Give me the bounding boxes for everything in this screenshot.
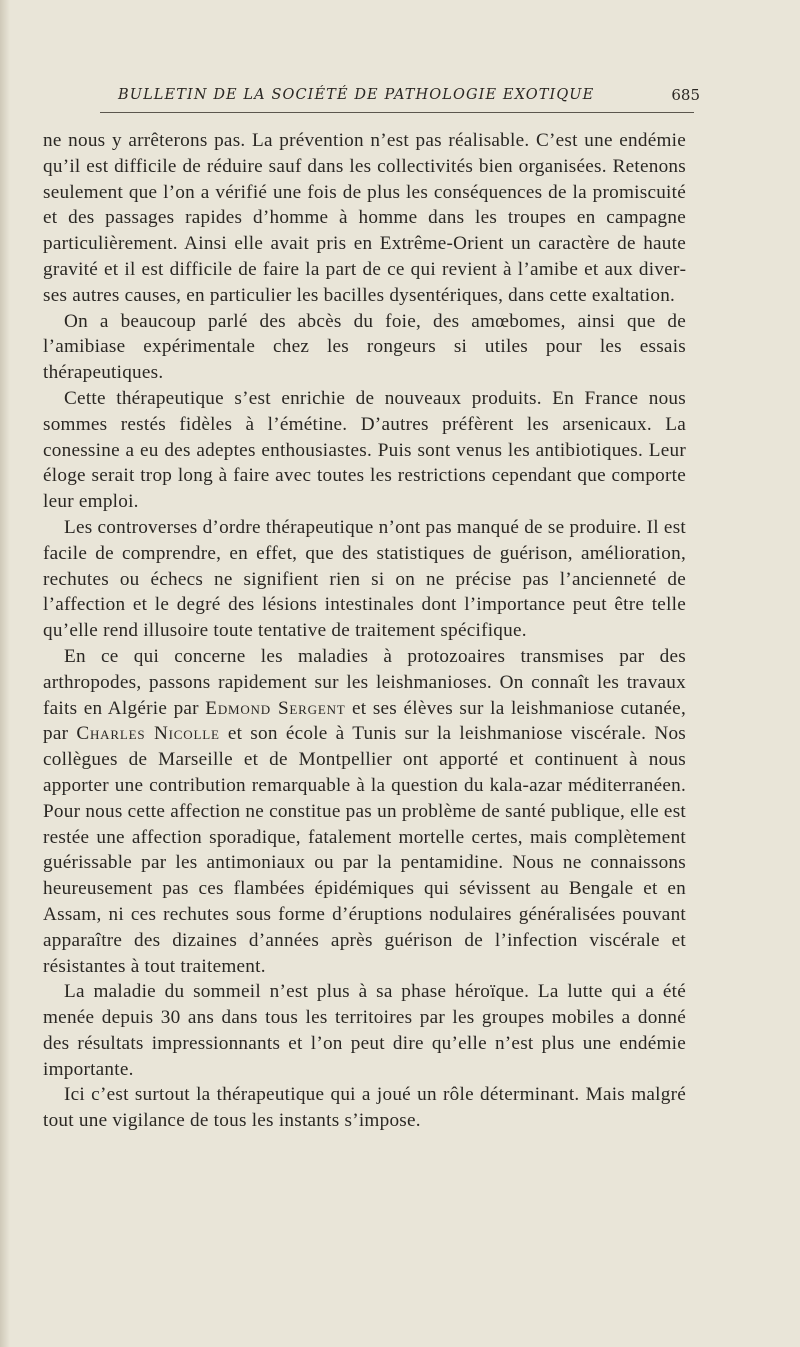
article-body xyxy=(43,128,686,1134)
page-number: 685 xyxy=(671,86,700,104)
author-name-sergent: Edmond Sergent xyxy=(205,697,346,719)
spine-shadow xyxy=(0,0,10,1347)
paragraph-5-text-b: et ses élèves sur la leishmaniose cutanée, par xyxy=(43,697,686,745)
running-title: BULLETIN DE LA SOCIÉTÉ DE PATHOLOGIE EXOTIQUE xyxy=(118,87,595,103)
header-rule xyxy=(100,112,694,113)
paragraph-5-text-c: et son école à Tunis sur la leishmaniose viscérale. Nos collègues de Marseille et de Montpellier ont apporté et continuent à nous apporter une contribution remarquable à la question du kala-azar méditerranéen. Pour nous cette affection ne constitue pas un problème de santé publique, elle est restée une affection sporadique, fatalement mortelle certes, mais complètement guérissable par les antimoniaux ou par la pentamidine. Nous ne connaissons heureusement pas ces flambées épidémiques qui sévissent au Bengale et en Assam, ni ces rechutes sous forme d’éruptions nodulaires généralisées pouvant apparaître des dizaines d’années après guérison de l’infection viscérale et résistantes à tout traitement. xyxy=(43,723,687,977)
paragraph-3: Cette thérapeutique s’est enrichie de nouveaux produits. En France nous sommes restés fidèles à l’émétine. D’autres préfèrent les arsenicaux. La conessine a eu des adeptes enthousiastes. Puis sont venus les antibiotiques. Leur éloge serait trop long à faire avec toutes les restrictions cependant que comporte leur emploi. xyxy=(43,387,686,513)
paragraph-5-text-a: En ce qui concerne les maladies à protozoaires transmises par des arthropodes, passons rapidement sur les leishmanioses. On connaît les travaux faits en Algérie par xyxy=(43,645,686,719)
paragraph-5 xyxy=(43,644,686,979)
paragraph-2: On a beaucoup parlé des abcès du foie, des amœbomes, ainsi que de l’amibiase expérimentale chez les rongeurs si utiles pour les essais thérapeutiques. xyxy=(43,310,686,384)
running-header xyxy=(100,84,700,108)
paragraph-7: Ici c’est surtout la thérapeutique qui a joué un rôle déterminant. Mais malgré tout une vigilance de tous les instants s’impose. xyxy=(43,1084,686,1132)
paragraph-6: La maladie du sommeil n’est plus à sa phase héroïque. La lutte qui a été menée depuis 30 ans dans tous les territoires par les groupes mobiles a donné des résultats impressionnants et l’on peut dire qu’elle n’est plus une endémie importante. xyxy=(43,981,686,1080)
paragraph-1: ne nous y arrêterons pas. La prévention n’est pas réalisable. C’est une endémie qu’il est difficile de réduire sauf dans les collectivités bien organisées. Retenons seulement que l’on a vérifié une fois de plus les conséquences de la promiscuité et des passages rapides d’homme à homme dans les troupes en campagne particulièrement. Ainsi elle avait pris en Extrême-Orient un caractère de haute gravité et il est difficile de faire la part de ce qui revient à l’amibe et aux diverses autres causes, en particulier les bacilles dysentériques, dans cette exaltation. xyxy=(43,130,686,306)
author-name-nicolle: Charles Nicolle xyxy=(76,723,220,745)
paragraph-4: Les controverses d’ordre thérapeutique n’ont pas manqué de se produire. Il est facile de comprendre, en effet, que des statistiques de guérison, amélioration, rechutes ou échecs ne signifient rien si on ne précise pas l’ancienneté de l’affection et le degré des lésions intestinales dont l’importance peut être telle qu’elle rend illusoire toute tentative de traitement spécifique. xyxy=(43,516,686,642)
